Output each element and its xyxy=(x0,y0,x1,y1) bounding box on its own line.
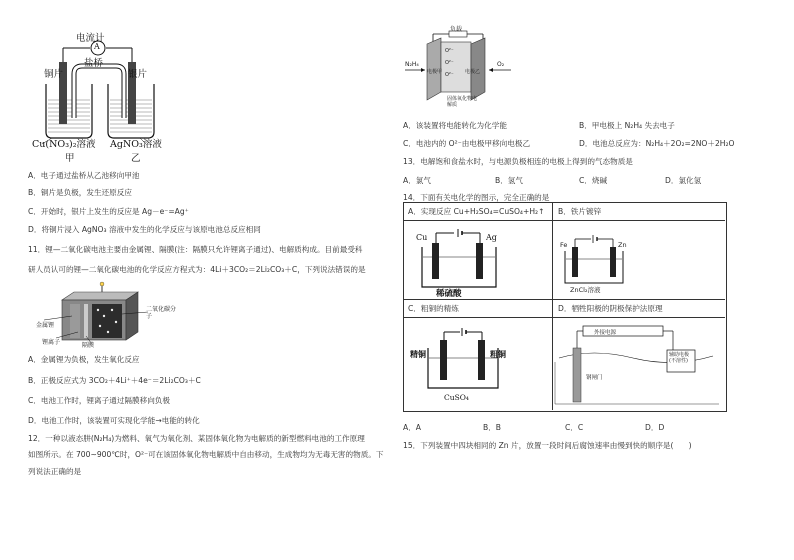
co2-label: 二氧化碳分子 xyxy=(146,306,177,320)
electrode-a-label: 电极甲 xyxy=(427,69,443,75)
q11-option-d: D．电池工作时，该装置可实现化学能→电能的转化 xyxy=(28,416,200,425)
q14-diagram-table xyxy=(403,202,727,412)
galvanic-cell-figure xyxy=(28,0,208,165)
li-co2-battery-figure xyxy=(36,282,192,349)
fig-a-cu-label: Cu xyxy=(416,233,428,242)
q14-stem: 14．下面有关电化学的图示，完全正确的是 xyxy=(403,193,550,202)
q12-option-c: C．电池内的 O²⁻由电极甲移向电极乙 xyxy=(403,139,531,148)
option-a-title: A．实现反应 Cu+H₂SO₄=CuSO₄+H₂↑ xyxy=(408,207,545,216)
q13-option-b: B．氢气 xyxy=(495,176,523,185)
figure-d-drawing xyxy=(553,318,725,410)
solution-b-label: AgNO₃溶液 xyxy=(110,139,162,150)
membrane-label: 隔膜 xyxy=(82,342,95,349)
beaker-a-label: 甲 xyxy=(65,153,75,164)
q10-option-c: C．开始时，银片上发生的反应是 Ag－e⁻=Ag⁺ xyxy=(28,207,189,216)
q11-option-c: C．电池工作时，锂离子通过隔膜移向负极 xyxy=(28,396,170,405)
fig-a-ag-label: Ag xyxy=(486,233,497,242)
beaker-b-label: 乙 xyxy=(131,153,141,164)
q12-stem-line1: 12．一种以液态肼(N₂H₄)为燃料、氧气为氧化剂、某固体氧化物为电解质的新型燃料电池的工作原理 xyxy=(28,434,365,443)
fig-b-fe-label: Fe xyxy=(560,241,568,249)
n2h4-label: N₂H₄ xyxy=(405,61,419,68)
fig-d-gate-label: 钢闸门 xyxy=(586,375,603,381)
q12-stem-line3: 列说法正确的是 xyxy=(28,467,82,476)
figure-c-drawing xyxy=(404,318,552,410)
option-c-title: C．粗铜的精炼 xyxy=(408,304,459,313)
q12-stem-line2: 如图所示。在 700~900℃时，O²⁻可在该固体氧化物电解质中自由移动，生成物均为无毒无害的物质。下 xyxy=(28,450,384,459)
q12-option-d: D．电池总反应为：N₂H₄＋2O₂=2NO＋2H₂O xyxy=(579,139,735,148)
q13-option-a: A．氯气 xyxy=(403,176,431,185)
oxygen-ion-label-1: O²⁻ xyxy=(445,48,454,54)
q10-option-b: B．铜片是负极，发生还原反应 xyxy=(28,188,132,197)
li-ion-label: 锂离子 xyxy=(42,339,61,346)
q12-option-b: B．甲电极上 N₂H₄ 失去电子 xyxy=(579,121,675,130)
fig-c-pure-copper-label: 精铜 xyxy=(410,349,426,359)
q13-stem: 13．电解饱和食盐水时，与电源负极相连的电极上得到的气态物质是 xyxy=(403,157,633,166)
q12-option-a: A．该装置将电能转化为化学能 xyxy=(403,121,507,130)
fuel-cell-figure xyxy=(403,26,563,112)
solution-a-label: Cu(NO₃)₂溶液 xyxy=(32,139,96,150)
fig-a-solution-label: 稀硫酸 xyxy=(436,289,462,299)
q11-option-a: A．金属锂为负极，发生氧化反应 xyxy=(28,355,140,364)
load-label: 负载 xyxy=(450,26,463,33)
o2-label: O₂ xyxy=(497,61,505,68)
salt-bridge-label: 盐桥 xyxy=(84,58,104,69)
q11-stem-line1: 11．锂—二氧化碳电池主要由金属锂、隔膜(注：隔膜只允许锂离子通过)、电解质构成。目前最受科 xyxy=(28,245,363,254)
option-d-title: D．牺牲阳极的阴极保护法原理 xyxy=(558,304,663,313)
oxygen-ion-label-3: O²⁻ xyxy=(445,72,454,78)
q13-option-c: C．烧碱 xyxy=(579,176,608,185)
electrode-b-label: 电极乙 xyxy=(465,69,481,75)
fig-d-power-label: 外接电源 xyxy=(594,330,617,336)
ammeter-symbol: A xyxy=(94,42,100,51)
fig-c-crude-copper-label: 粗铜 xyxy=(490,349,506,359)
silver-label: 银片 xyxy=(128,69,148,80)
option-b-title: B．铁片镀锌 xyxy=(558,207,602,216)
q10-option-a: A．电子通过盐桥从乙池移向甲池 xyxy=(28,171,140,180)
q15-stem: 15．下列装置中四块相同的 Zn 片，放置一段时间后腐蚀速率由慢到快的顺序是( ) xyxy=(403,441,692,450)
q13-option-d: D．氯化氢 xyxy=(665,176,702,185)
q14-option-c: C．C xyxy=(565,423,584,432)
metal-li-label: 金属锂 xyxy=(36,322,55,329)
q14-option-a: A．A xyxy=(403,423,421,432)
fig-c-solution-label: CuSO₄ xyxy=(444,393,469,402)
copper-label: 铜片 xyxy=(44,69,64,80)
q14-option-b: B．B xyxy=(483,423,502,432)
fig-d-aux-electrode-label: 辅助电极(不溶性) xyxy=(669,352,690,364)
q11-option-b: B．正极反应式为 3CO₂＋4Li⁺＋4e⁻＝2Li₂CO₃＋C xyxy=(28,376,201,385)
q14-option-d: D．D xyxy=(645,423,665,432)
solid-electrolyte-label: 固体氧化物电解质 xyxy=(447,96,478,108)
q11-stem-line2: 研人员认可的锂—二氧化碳电池的化学反应方程式为：4Li＋3CO₂＝2Li₂CO₃＋C，下列说法错误的是 xyxy=(28,265,366,274)
ammeter-label: 电流计 xyxy=(76,33,105,44)
fig-b-solution-label: ZnCl₂溶液 xyxy=(570,286,601,294)
fig-b-zn-label: Zn xyxy=(618,241,627,249)
oxygen-ion-label-2: O²⁻ xyxy=(445,60,454,66)
q10-option-d: D．将铜片浸入 AgNO₃ 溶液中发生的化学反应与该原电池总反应相同 xyxy=(28,225,261,234)
